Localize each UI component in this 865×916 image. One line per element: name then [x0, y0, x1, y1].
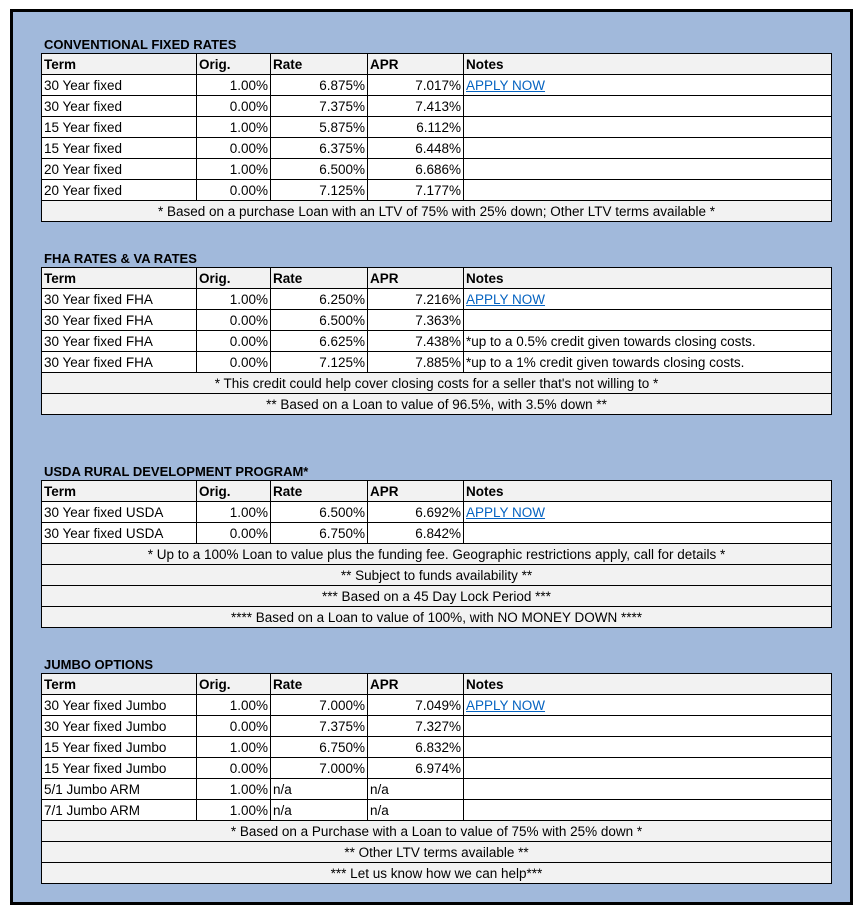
table-row: [42, 716, 832, 737]
column-header-orig: Orig.: [197, 54, 271, 75]
notes-cell: [464, 159, 832, 180]
footnote-text: **** Based on a Loan to value of 100%, with NO MONEY DOWN ****: [42, 607, 832, 628]
footnote-row: [42, 544, 832, 565]
apply-now-link[interactable]: APPLY NOW: [466, 291, 546, 307]
orig-cell: 0.00%: [197, 180, 271, 201]
apply-now-link[interactable]: APPLY NOW: [466, 697, 546, 713]
table-row: [42, 180, 832, 201]
apr-cell: 6.686%: [368, 159, 464, 180]
term-cell: 30 Year fixed FHA: [42, 310, 197, 331]
section-title: FHA RATES & VA RATES: [44, 251, 197, 266]
rate-cell: 6.750%: [271, 523, 368, 544]
term-cell: 15 Year fixed: [42, 117, 197, 138]
table-row: [42, 138, 832, 159]
table-row: [42, 289, 832, 310]
footnote-text: *** Let us know how we can help***: [42, 863, 832, 884]
notes-cell: [464, 96, 832, 117]
rate-cell: 6.500%: [271, 310, 368, 331]
term-cell: 15 Year fixed Jumbo: [42, 758, 197, 779]
section-title: JUMBO OPTIONS: [44, 657, 154, 672]
notes-cell: [464, 289, 832, 310]
table-row: [42, 159, 832, 180]
notes-cell: [464, 180, 832, 201]
rate-cell: 6.500%: [271, 159, 368, 180]
column-header-notes: Notes: [464, 481, 832, 502]
column-header-rate: Rate: [271, 674, 368, 695]
term-cell: 30 Year fixed Jumbo: [42, 695, 197, 716]
orig-cell: 1.00%: [197, 800, 271, 821]
rate-cell: 6.250%: [271, 289, 368, 310]
footnote-text: ** Based on a Loan to value of 96.5%, with 3.5% down **: [42, 394, 832, 415]
table-header-row: [42, 674, 832, 695]
orig-cell: 1.00%: [197, 502, 271, 523]
section-title: CONVENTIONAL FIXED RATES: [44, 37, 237, 52]
footnote-row: [42, 394, 832, 415]
term-cell: 30 Year fixed FHA: [42, 352, 197, 373]
rate-table: [41, 53, 832, 222]
term-cell: 30 Year fixed FHA: [42, 289, 197, 310]
table-row: [42, 117, 832, 138]
table-row: [42, 695, 832, 716]
column-header-rate: Rate: [271, 481, 368, 502]
orig-cell: 1.00%: [197, 289, 271, 310]
orig-cell: 1.00%: [197, 737, 271, 758]
footnote-row: [42, 201, 832, 222]
rate-cell: 7.375%: [271, 96, 368, 117]
term-cell: 30 Year fixed USDA: [42, 523, 197, 544]
apr-cell: 6.832%: [368, 737, 464, 758]
rate-cell: 6.500%: [271, 502, 368, 523]
notes-cell: *up to a 1% credit given towards closing costs.: [464, 352, 832, 373]
fha-rates-va-rates-section: [41, 250, 831, 415]
rate-cell: 6.625%: [271, 331, 368, 352]
orig-cell: 0.00%: [197, 523, 271, 544]
column-header-term: Term: [42, 54, 197, 75]
column-header-term: Term: [42, 481, 197, 502]
notes-cell: [464, 523, 832, 544]
table-row: [42, 502, 832, 523]
column-header-notes: Notes: [464, 54, 832, 75]
notes-cell: [464, 695, 832, 716]
term-cell: 15 Year fixed: [42, 138, 197, 159]
table-header-row: [42, 268, 832, 289]
notes-cell: [464, 310, 832, 331]
apr-cell: 6.112%: [368, 117, 464, 138]
table-header-row: [42, 54, 832, 75]
term-cell: 15 Year fixed Jumbo: [42, 737, 197, 758]
term-cell: 5/1 Jumbo ARM: [42, 779, 197, 800]
table-row: [42, 800, 832, 821]
orig-cell: 0.00%: [197, 352, 271, 373]
apr-cell: 6.692%: [368, 502, 464, 523]
column-header-notes: Notes: [464, 674, 832, 695]
orig-cell: 1.00%: [197, 695, 271, 716]
footnote-row: [42, 821, 832, 842]
term-cell: 7/1 Jumbo ARM: [42, 800, 197, 821]
rate-cell: n/a: [271, 800, 368, 821]
apr-cell: 7.216%: [368, 289, 464, 310]
column-header-apr: APR: [368, 674, 464, 695]
term-cell: 30 Year fixed: [42, 75, 197, 96]
column-header-apr: APR: [368, 481, 464, 502]
table-row: [42, 523, 832, 544]
conventional-fixed-rates-section: [41, 36, 831, 222]
section-title: USDA RURAL DEVELOPMENT PROGRAM*: [44, 464, 309, 479]
table-row: [42, 96, 832, 117]
footnote-row: [42, 586, 832, 607]
table-row: [42, 331, 832, 352]
column-header-apr: APR: [368, 268, 464, 289]
column-header-orig: Orig.: [197, 674, 271, 695]
footnote-text: * This credit could help cover closing costs for a seller that's not willing to *: [42, 373, 832, 394]
apr-cell: 6.448%: [368, 138, 464, 159]
footnote-text: ** Other LTV terms available **: [42, 842, 832, 863]
usda-rural-development-program-section: [41, 463, 831, 628]
orig-cell: 0.00%: [197, 138, 271, 159]
apr-cell: 7.413%: [368, 96, 464, 117]
footnote-row: [42, 842, 832, 863]
footnote-row: [42, 373, 832, 394]
rate-table: [41, 673, 832, 884]
footnote-text: * Up to a 100% Loan to value plus the funding fee. Geographic restrictions apply, call for details *: [42, 544, 832, 565]
footnote-text: * Based on a purchase Loan with an LTV of 75% with 25% down; Other LTV terms available *: [42, 201, 832, 222]
table-row: [42, 75, 832, 96]
notes-cell: [464, 758, 832, 779]
rate-sheet: [10, 9, 853, 905]
column-header-rate: Rate: [271, 54, 368, 75]
orig-cell: 0.00%: [197, 758, 271, 779]
orig-cell: 1.00%: [197, 779, 271, 800]
apr-cell: 6.842%: [368, 523, 464, 544]
apply-now-link[interactable]: APPLY NOW: [466, 504, 546, 520]
term-cell: 20 Year fixed: [42, 180, 197, 201]
apr-cell: 7.363%: [368, 310, 464, 331]
rate-cell: 7.125%: [271, 180, 368, 201]
apr-cell: 7.327%: [368, 716, 464, 737]
column-header-term: Term: [42, 268, 197, 289]
term-cell: 20 Year fixed: [42, 159, 197, 180]
orig-cell: 0.00%: [197, 716, 271, 737]
rate-cell: 7.000%: [271, 758, 368, 779]
table-header-row: [42, 481, 832, 502]
rate-cell: 7.375%: [271, 716, 368, 737]
rate-cell: 6.875%: [271, 75, 368, 96]
notes-cell: [464, 502, 832, 523]
orig-cell: 1.00%: [197, 159, 271, 180]
table-row: [42, 310, 832, 331]
table-row: [42, 758, 832, 779]
orig-cell: 1.00%: [197, 75, 271, 96]
apr-cell: n/a: [368, 800, 464, 821]
orig-cell: 1.00%: [197, 117, 271, 138]
rate-cell: n/a: [271, 779, 368, 800]
column-header-rate: Rate: [271, 268, 368, 289]
term-cell: 30 Year fixed Jumbo: [42, 716, 197, 737]
notes-cell: [464, 779, 832, 800]
footnote-row: [42, 863, 832, 884]
orig-cell: 0.00%: [197, 96, 271, 117]
apr-cell: n/a: [368, 779, 464, 800]
apr-cell: 7.438%: [368, 331, 464, 352]
notes-cell: [464, 800, 832, 821]
apr-cell: 7.049%: [368, 695, 464, 716]
table-row: [42, 779, 832, 800]
jumbo-options-section: [41, 656, 831, 884]
term-cell: 30 Year fixed: [42, 96, 197, 117]
column-header-notes: Notes: [464, 268, 832, 289]
column-header-term: Term: [42, 674, 197, 695]
footnote-text: * Based on a Purchase with a Loan to value of 75% with 25% down *: [42, 821, 832, 842]
rate-cell: 5.875%: [271, 117, 368, 138]
notes-cell: [464, 117, 832, 138]
notes-cell: [464, 75, 832, 96]
orig-cell: 0.00%: [197, 331, 271, 352]
rate-cell: 7.000%: [271, 695, 368, 716]
apr-cell: 7.177%: [368, 180, 464, 201]
table-row: [42, 737, 832, 758]
rate-cell: 7.125%: [271, 352, 368, 373]
rate-table: [41, 480, 832, 628]
apr-cell: 7.885%: [368, 352, 464, 373]
footnote-row: [42, 607, 832, 628]
term-cell: 30 Year fixed USDA: [42, 502, 197, 523]
apr-cell: 6.974%: [368, 758, 464, 779]
rate-cell: 6.375%: [271, 138, 368, 159]
column-header-apr: APR: [368, 54, 464, 75]
rate-cell: 6.750%: [271, 737, 368, 758]
table-row: [42, 352, 832, 373]
footnote-text: *** Based on a 45 Day Lock Period ***: [42, 586, 832, 607]
term-cell: 30 Year fixed FHA: [42, 331, 197, 352]
rate-table: [41, 267, 832, 415]
footnote-row: [42, 565, 832, 586]
apply-now-link[interactable]: APPLY NOW: [466, 77, 546, 93]
apr-cell: 7.017%: [368, 75, 464, 96]
notes-cell: [464, 737, 832, 758]
notes-cell: *up to a 0.5% credit given towards closing costs.: [464, 331, 832, 352]
notes-cell: [464, 138, 832, 159]
column-header-orig: Orig.: [197, 268, 271, 289]
notes-cell: [464, 716, 832, 737]
orig-cell: 0.00%: [197, 310, 271, 331]
footnote-text: ** Subject to funds availability **: [42, 565, 832, 586]
column-header-orig: Orig.: [197, 481, 271, 502]
